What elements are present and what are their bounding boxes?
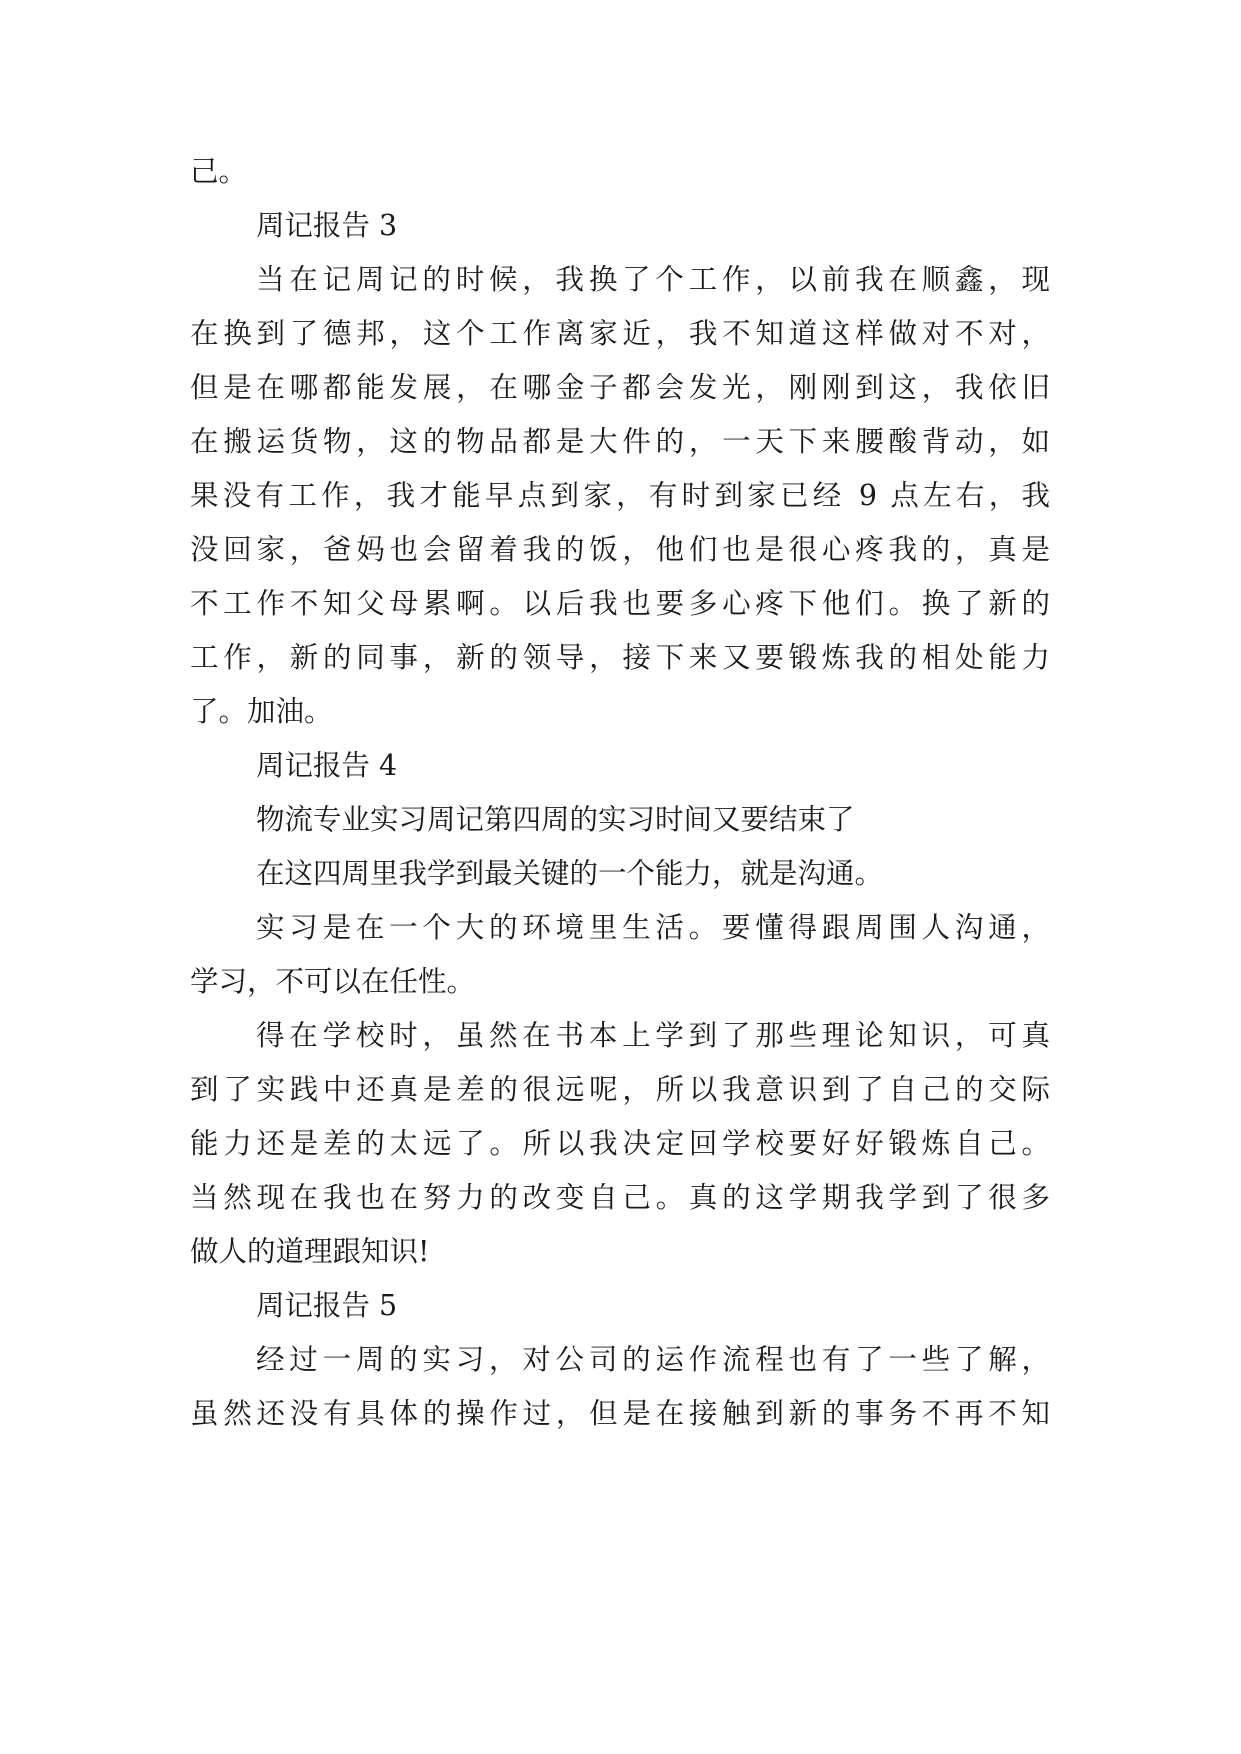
section-heading-5: 周记报告 5 [256, 1289, 398, 1322]
paragraph-line: 在换到了德邦，这个工作离家近，我不知道这样做对不对， [190, 317, 1050, 350]
paragraph-line: 不工作不知父母累啊。以后我也要多心疼下他们。换了新的 [190, 587, 1050, 620]
paragraph-line: 在搬运货物，这的物品都是大件的，一天下来腰酸背动，如 [190, 425, 1050, 458]
paragraph-line: 物流专业实习周记第四周的实习时间又要结束了 [256, 803, 855, 836]
paragraph-line: 得在学校时，虽然在书本上学到了那些理论知识，可真 [256, 1019, 1050, 1052]
section-heading-4: 周记报告 4 [256, 749, 398, 782]
paragraph-line: 果没有工作，我才能早点到家，有时到家已经 9 点左右，我 [190, 479, 1050, 512]
paragraph-line: 但是在哪都能发展，在哪金子都会发光，刚刚到这，我依旧 [190, 371, 1050, 404]
section-heading-3: 周记报告 3 [256, 209, 398, 242]
paragraph-line: 己。 [190, 155, 248, 188]
paragraph-line: 当然现在我也在努力的改变自己。真的这学期我学到了很多 [190, 1181, 1050, 1214]
paragraph-line: 当在记周记的时候，我换了个工作，以前我在顺鑫，现 [256, 263, 1050, 296]
paragraph-line: 经过一周的实习，对公司的运作流程也有了一些了解， [256, 1343, 1050, 1376]
paragraph-line: 学习，不可以在任性。 [190, 965, 476, 998]
paragraph-line: 了。加油。 [190, 695, 333, 728]
paragraph-line: 到了实践中还真是差的很远呢，所以我意识到了自己的交际 [190, 1073, 1050, 1106]
paragraph-line: 工作，新的同事，新的领导，接下来又要锻炼我的相处能力 [190, 641, 1050, 674]
paragraph-line: 做人的道理跟知识! [190, 1235, 430, 1268]
paragraph-line: 虽然还没有具体的操作过，但是在接触到新的事务不再不知 [190, 1397, 1050, 1430]
paragraph-line: 实习是在一个大的环境里生活。要懂得跟周围人沟通， [256, 911, 1050, 944]
paragraph-line: 能力还是差的太远了。所以我决定回学校要好好锻炼自己。 [190, 1127, 1050, 1160]
paragraph-line: 在这四周里我学到最关键的一个能力，就是沟通。 [256, 857, 884, 890]
paragraph-line: 没回家，爸妈也会留着我的饭，他们也是很心疼我的，真是 [190, 533, 1050, 566]
